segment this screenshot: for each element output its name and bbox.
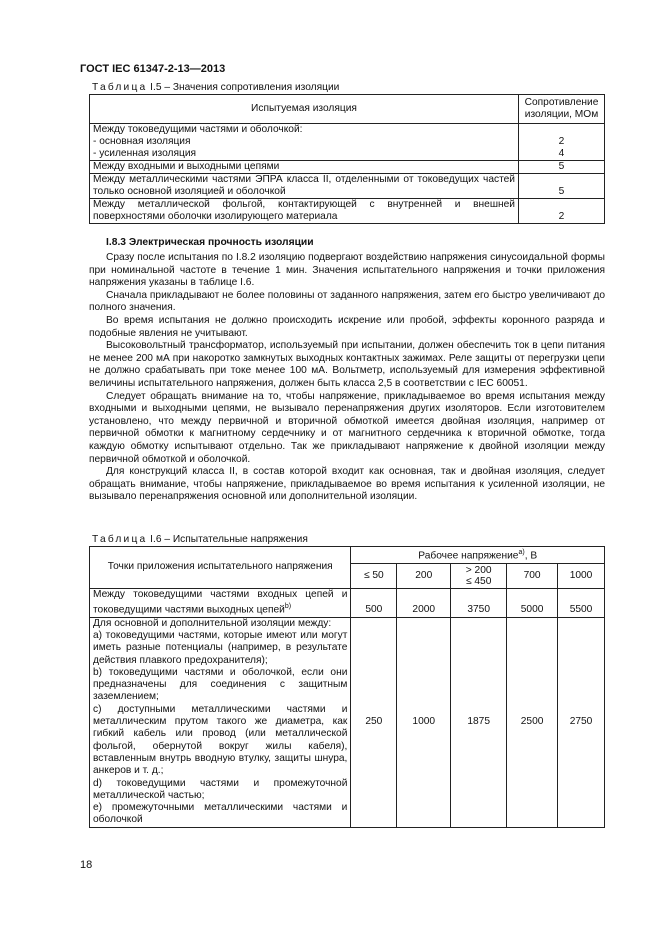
table6-caption-text: I.6 – Испытательные напряжения <box>147 534 308 545</box>
table6-cell: 2750 <box>558 617 605 827</box>
table5-header-resistance: Сопротивление изоляции, МОм <box>519 95 605 124</box>
paragraph: Для конструкций класса II, в состав которой входит как основная, так и двойная изоляция, следует обращать внимание, чтобы напряжение, прикладываемое во время испытания к усиленной изоляции, не вызывало перенапряжения основной или дополнительной изоляции. <box>89 466 605 503</box>
table6-header-voltage-line: ≤ 450 <box>465 575 492 587</box>
section-body <box>89 252 605 504</box>
table6-cell: 2500 <box>507 617 558 827</box>
table6-cell: 5500 <box>558 588 605 617</box>
table5-row-value: 4 <box>558 148 565 159</box>
table6-cell: 500 <box>351 588 397 617</box>
section-title: I.8.3 Электрическая прочность изоляции <box>106 237 314 248</box>
table6-caption <box>92 534 308 545</box>
paragraph: Сначала прикладывают не более половины от заданного напряжения, затем его быстро увеличивают до полного значения. <box>89 289 605 314</box>
table5-row-text: - усиленная изоляция <box>93 148 197 159</box>
table6-header-group-unit: , В <box>524 550 538 562</box>
table6-cell: 1875 <box>451 617 507 827</box>
table5-row-value: 2 <box>558 136 565 147</box>
table6-row2-item: d) токоведущими частями и промежуточной металлической частью; <box>93 777 348 801</box>
paragraph: Высоковольтный трансформатор, используемый при испытании, должен обеспечить ток в цепи питания не менее 200 мА при накоротко замкнутых выходных контактных зажимах. Реле защиты от перегрузки цепи не должно срабатывать при токе менее 100 мА. Вольтметр, используемый для измерения эффективной величины испытательного напряжения, должен быть класса 2,5 в соответствии с IEC 60051. <box>89 340 605 389</box>
footnote-a-marker: а) <box>518 549 525 556</box>
table6-row2-item: a) токоведущими частями, которые имеют или могут иметь разные потенциалы (например, в результате действия плавкого предохранителя); <box>93 629 348 666</box>
table5-header-insulation: Испытуемая изоляция <box>90 95 519 124</box>
footnote-b-marker: b) <box>284 602 292 610</box>
table5-row-value: 5 <box>519 174 605 199</box>
table6-row1-text <box>90 588 351 617</box>
table6-row2-intro: Для основной и дополнительной изоляции между: <box>93 617 332 629</box>
table6-header-group <box>351 547 605 564</box>
table6-header-group-label: Рабочее напряжение <box>418 550 519 562</box>
table6-cell: 2000 <box>397 588 451 617</box>
table5-row-value: 2 <box>519 199 605 224</box>
table5-caption-text: I.5 – Значения сопротивления изоляции <box>147 82 340 93</box>
table5-caption-label: Таблица <box>92 82 148 93</box>
table6-cell: 250 <box>351 617 397 827</box>
page-number: 18 <box>80 859 93 871</box>
table5-caption <box>92 82 339 93</box>
paragraph: Сразу после испытания по I.8.2 изоляцию подвергают воздействию напряжения синусоидальной формы при номинальной частоте в течение 1 мин. Значения испытательного напряжения и точки приложения напряжения указаны в таблице I.6. <box>89 252 605 289</box>
table-test-voltages <box>89 546 605 828</box>
table6-header-voltage <box>451 563 507 588</box>
table6-caption-label: Таблица <box>92 534 148 545</box>
table6-row1-label: Между токоведущими частями входных цепей и токоведущими частями выходных цепей <box>93 588 348 616</box>
table-insulation-resistance <box>89 94 605 224</box>
table6-header-voltage-line: > 200 <box>465 564 492 576</box>
table6-header-voltage: ≤ 50 <box>351 563 397 588</box>
table6-cell: 5000 <box>507 588 558 617</box>
table5-row-text: Между металлическими частями ЭПРА класса II, отделенными от токоведущих частей только основной изоляцией и оболочкой <box>90 174 519 199</box>
table5-row-value: 5 <box>519 161 605 174</box>
paragraph: Следует обращать внимание на то, чтобы напряжение, прикладываемое во время испытания между входными и выходными цепями, не вызывало перенапряжения других изоляторов. Если изготовителем установлено, что между первичной и вторичной обмоткой имеется двойная изоляция, например от первичной обмотки к магнитному сердечнику и от магнитного сердечника к вторичной обмотке, тогда каждую обмотку испытывают отдельно. Так же прикладывают напряжение к двойной изоляции между первичной обмоткой и оболочкой. <box>89 390 605 465</box>
table6-cell: 1000 <box>397 617 451 827</box>
table5-row-text: Между входными и выходными цепями <box>90 161 519 174</box>
table6-header-voltage: 1000 <box>558 563 605 588</box>
table6-header-points: Точки приложения испытательного напряжения <box>90 547 351 589</box>
table5-row-text: Между металлической фольгой, контактирующей с внутренней и внешней поверхностями оболочки изолирующего материала <box>90 199 519 224</box>
table6-header-voltage: 700 <box>507 563 558 588</box>
table5-row-text: - основная изоляция <box>93 136 191 147</box>
table6-cell: 3750 <box>451 588 507 617</box>
table6-header-voltage: 200 <box>397 563 451 588</box>
paragraph: Во время испытания не должно происходить искрение или пробой, эффекты коронного разряда и подобные явления не учитывают. <box>89 314 605 339</box>
document-header: ГОСТ IEC 61347-2-13—2013 <box>80 63 226 75</box>
table6-row2-text <box>90 617 351 827</box>
table5-row-text: Между токоведущими частями и оболочкой: <box>93 124 303 135</box>
table6-row2-item: b) токоведущими частями и оболочкой, если они предназначены для соединения с защитным заземлением; <box>93 666 348 703</box>
table6-row2-item: e) промежуточными металлическими частями и оболочкой <box>93 802 348 826</box>
table6-row2-item: c) доступными металлическими частями и металлическим прутом такого же диаметра, как гибкий кабель или провод (или металлической фольгой, обернутой вокруг жилы кабеля), вставленным внутрь вводную втулку, защиты шнура, анкеров и т. д.; <box>93 703 348 777</box>
